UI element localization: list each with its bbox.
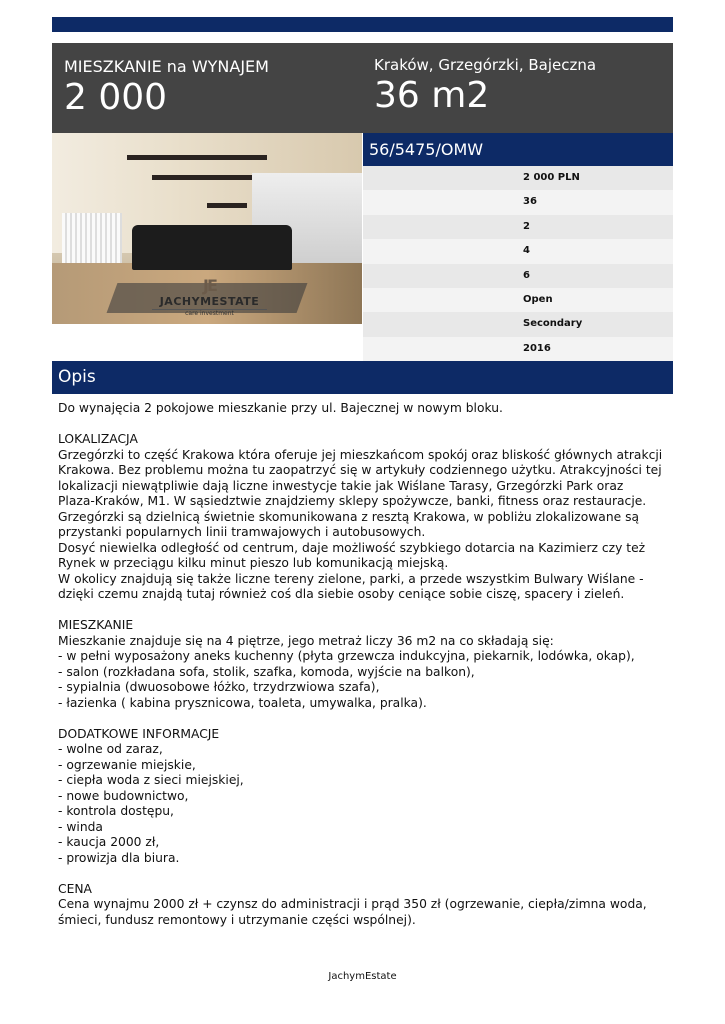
photo-radiator xyxy=(62,213,122,263)
description-line: - ogrzewanie miejskie, xyxy=(58,757,196,772)
description xyxy=(58,401,668,928)
description-line: Dosyć niewielka odległość od centrum, daje możliwość szybkiego dotarcia na Kazimierz czy też xyxy=(58,540,646,555)
description-line: DODATKOWE INFORMACJE xyxy=(58,726,220,741)
description-line: - kaucja 2000 zł, xyxy=(58,835,160,849)
description-line: - w pełni wyposażony aneks kuchenny (płyta grzewcza indukcyjna, piekarnik, lodówka, okap), xyxy=(58,649,635,663)
top-accent-bar xyxy=(52,17,673,32)
logo-tagline: care investment xyxy=(152,309,267,317)
header-left xyxy=(64,43,269,118)
listing-photo xyxy=(52,133,362,324)
description-line: lokalizacji niewątpliwie dają liczne inwestycje takie jak Wiślane Tarasy, Grzegórzki Park oraz xyxy=(58,478,624,493)
photo-shelf xyxy=(207,203,247,208)
spec-row: 4 xyxy=(363,239,673,263)
description-line: - prowizja dla biura. xyxy=(58,850,180,865)
listing-price: 2 000 xyxy=(64,77,168,118)
spec-row: 2 000 PLN xyxy=(363,166,673,190)
description-line: Mieszkanie znajduje się na 4 piętrze, jego metraż liczy 36 m2 na co składają się: xyxy=(58,633,554,648)
description-line: - salon (rozkładana sofa, stolik, szafka, komoda, wyjście na balkon), xyxy=(58,664,475,679)
description-line: Krakowa. Bez problemu można tu zaopatrzyć się w artykuły codziennego użytku. Atrakcyjności tej xyxy=(58,463,662,477)
logo-mark: JE xyxy=(203,276,216,295)
spec-table xyxy=(363,166,673,361)
description-line: Rynek w przeciągu kilku minut pieszo lub komunikacją miejską. xyxy=(58,556,449,570)
description-line: Grzegórzki to część Krakowa która oferuje jej mieszkańcom spokój oraz bliskość głównych atrakcji xyxy=(58,447,663,462)
listing-type: MIESZKANIE na WYNAJEM xyxy=(64,57,269,76)
description-line: W okolicy znajdują się także liczne tereny zielone, parki, a przede wszystkim Bulwary Wiślane - xyxy=(58,571,644,586)
listing-location: Kraków, Grzegórzki, Bajeczna xyxy=(374,56,597,74)
spec-row: 36 xyxy=(363,190,673,214)
description-line: - kontrola dostępu, xyxy=(58,804,174,818)
photo-sofa xyxy=(132,225,292,270)
description-line: - nowe budownictwo, xyxy=(58,788,189,803)
logo-name: JACHYMESTATE xyxy=(159,295,260,308)
description-line xyxy=(58,603,668,619)
description-line: śmieci, fundusz remontowy i utrzymanie części wspólnej). xyxy=(58,912,416,927)
spec-row: 2 xyxy=(363,215,673,239)
description-line: CENA xyxy=(58,881,92,896)
spec-row: Open xyxy=(363,288,673,312)
description-line: Plaza-Kraków, M1. W sąsiedztwie znajdziemy sklepy spożywcze, banki, fitness oraz restauracje. xyxy=(58,494,647,508)
description-line xyxy=(58,417,668,433)
description-line: - ciepła woda z sieci miejskiej, xyxy=(58,773,244,787)
description-line: Grzegórzki są dzielnicą świetnie skomunikowana z resztą Krakowa, w pobliżu zlokalizowane są xyxy=(58,509,640,524)
offer-code: 56/5475/OMW xyxy=(363,133,673,166)
description-line: - wolne od zaraz, xyxy=(58,742,163,756)
description-line xyxy=(58,711,668,727)
description-line: LOKALIZACJA xyxy=(58,432,138,446)
section-title: Opis xyxy=(52,361,673,394)
spec-row: 2016 xyxy=(363,337,673,361)
photo-shelf xyxy=(127,155,267,160)
listing-area: 36 m2 xyxy=(374,75,490,116)
spec-row: 6 xyxy=(363,264,673,288)
description-line: - winda xyxy=(58,819,103,834)
listing-header xyxy=(52,43,673,133)
description-line: - łazienka ( kabina prysznicowa, toaleta, umywalka, pralka). xyxy=(58,695,427,710)
company-logo xyxy=(152,276,267,317)
description-line: Cena wynajmu 2000 zł + czynsz do administracji i prąd 350 zł (ogrzewanie, ciepła/zimna woda, xyxy=(58,897,647,911)
header-right xyxy=(374,43,596,116)
footer-brand: JachymEstate xyxy=(328,971,397,982)
description-line: - sypialnia (dwuosobowe łóżko, trzydrzwiowa szafa), xyxy=(58,680,380,694)
description-line xyxy=(58,866,668,882)
description-line: dzięki czemu znajdą tutaj również coś dla siebie osoby ceniące sobie ciszę, spacery i zieleń. xyxy=(58,587,625,601)
description-line: Do wynajęcia 2 pokojowe mieszkanie przy ul. Bajecznej w nowym bloku. xyxy=(58,401,503,415)
description-line: przystanki popularnych linii tramwajowych i autobusowych. xyxy=(58,525,426,539)
spec-row: Secondary xyxy=(363,312,673,336)
description-line: MIESZKANIE xyxy=(58,618,134,632)
